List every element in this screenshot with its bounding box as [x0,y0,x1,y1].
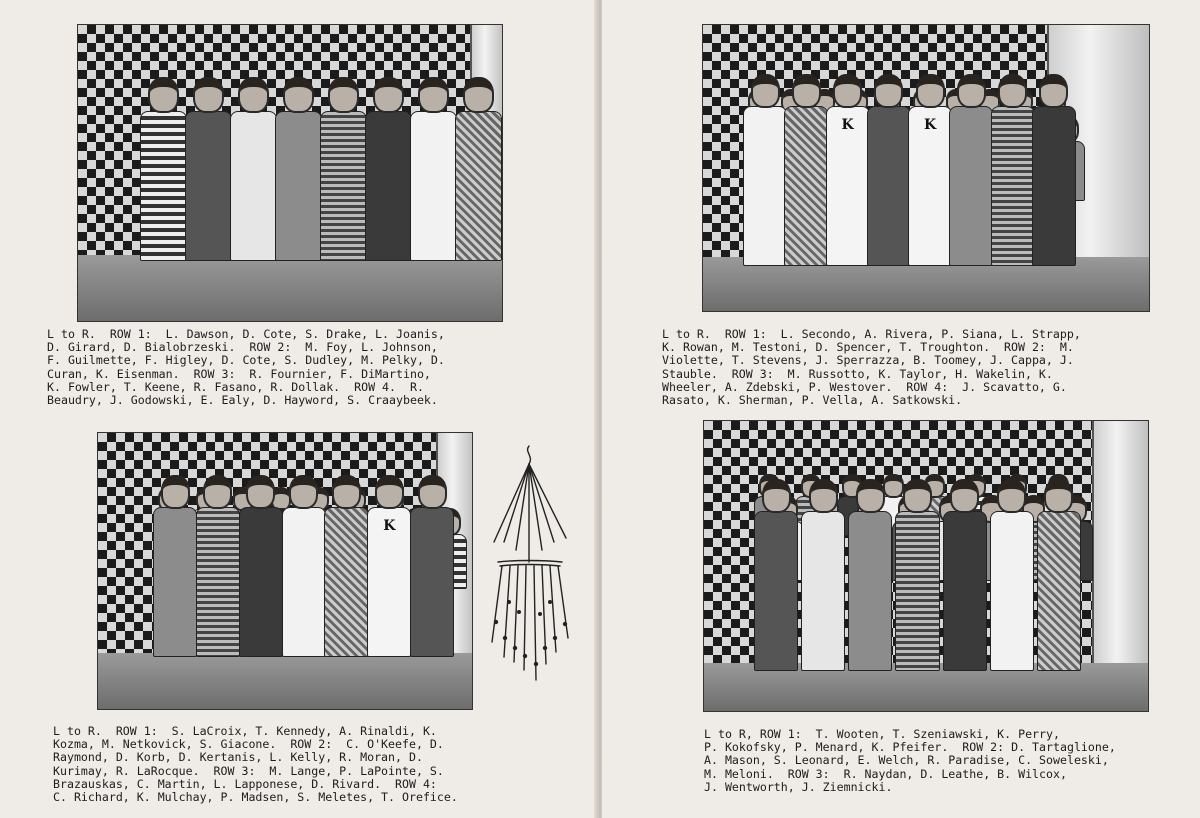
student-figure [365,75,412,321]
student-body [185,111,232,261]
student-head [161,475,190,509]
student-body [455,111,502,261]
student-figure [282,473,326,709]
student-figure [153,473,197,709]
student-body [410,507,454,657]
student-figure [140,75,187,321]
student-body [230,111,277,261]
student-figure [895,477,939,711]
student-head [997,479,1026,513]
student-body [324,507,368,657]
student-figure [784,72,828,311]
student-body [949,106,993,266]
student-head [148,77,179,113]
student-body [908,106,952,266]
student-figure [943,477,987,711]
student-figure [367,473,411,709]
student-head [193,77,224,113]
student-body [367,507,411,657]
student-head [950,479,979,513]
student-figure [324,473,368,709]
student-body [895,511,939,671]
student-head [332,475,361,509]
student-figure [908,72,952,311]
sweater-letter: K [924,117,937,133]
student-head [957,74,986,108]
student-head [418,77,449,113]
student-body [1037,511,1081,671]
student-head [238,77,269,113]
student-head [874,74,903,108]
student-figure [320,75,367,321]
sweater-letter: K [841,117,854,133]
student-figure [196,473,240,709]
student-head [1039,74,1068,108]
student-figure [1032,72,1076,311]
student-head [809,479,838,513]
student-figure [848,477,892,711]
student-figure [949,72,993,311]
student-body [1032,106,1076,266]
class-photo-4 [703,420,1149,712]
student-body [410,111,457,261]
student-head [792,74,821,108]
student-figure [230,75,277,321]
student-head [833,74,862,108]
student-figure [455,75,502,321]
student-body [743,106,787,266]
right-page [602,0,1200,818]
student-head [418,475,447,509]
student-figure [801,477,845,711]
student-head [289,475,318,509]
student-figure [743,72,787,311]
student-body [826,106,870,266]
student-figure [826,72,870,311]
student-body [801,511,845,671]
left-page [0,0,598,818]
student-body [196,507,240,657]
student-head [916,74,945,108]
class-photo-3 [702,24,1150,312]
student-body [140,111,187,261]
student-figure [1037,477,1081,711]
student-body [365,111,412,261]
student-head [373,77,404,113]
student-body [275,111,322,261]
student-head [856,479,885,513]
student-body [990,511,1034,671]
broom-illustration [484,442,574,686]
student-figure [867,72,911,311]
student-figure [991,72,1035,311]
student-figure [239,473,283,709]
student-body [282,507,326,657]
student-body [991,106,1035,266]
student-head [283,77,314,113]
student-head [903,479,932,513]
student-body [320,111,367,261]
student-head [1044,479,1073,513]
student-body [153,507,197,657]
student-figure [185,75,232,321]
student-figure [990,477,1034,711]
student-body [943,511,987,671]
student-head [246,475,275,509]
student-head [463,77,494,113]
student-figure [410,75,457,321]
student-body [754,511,798,671]
student-figure [410,473,454,709]
student-body [867,106,911,266]
photo-2-caption: L to R. ROW 1: S. LaCroix, T. Kennedy, A. Rinaldi, K. Kozma, M. Netkovick, S. Giacone. ROW 2: C. O'Keefe, D. Raymond, D. Korb, D. Kertanis, L. Kelly, R. Moran, D. Kurimay, R. LaRocque. ROW 3: M. Lange, P. LaPointe, S. Brazauskas, C. Martin, L. Lapponese, D. Rivard. ROW 4: C. Richard, K. Mulchay, P. Madsen, S. Meletes, T. Orefice. [53,724,458,805]
student-figure [754,477,798,711]
photo-1-caption: L to R. ROW 1: L. Dawson, D. Cote, S. Drake, L. Joanis, D. Girard, D. Bialobrzeski. ROW 2: M. Foy, L. Johnson, F. Guilmette, F. Higley, D. Cote, S. Dudley, M. Pelky, D. Curan, K. Eisenman. ROW 3: R. Fournier, F. DiMartino, K. Fowler, T. Keene, R. Fasano, R. Dollak. ROW 4. R. Beaudry, J. Godowski, E. Ealy, D. Hayword, S. Craaybeek. [47,327,445,408]
student-body [784,106,828,266]
student-head [751,74,780,108]
student-body [848,511,892,671]
student-head [375,475,404,509]
photo-3-caption: L to R. ROW 1: L. Secondo, A. Rivera, P. Siana, L. Strapp, K. Rowan, M. Testoni, D. Spencer, T. Troughton. ROW 2: M. Violette, T. Stevens, J. Sperrazza, B. Toomey, J. Cappa, J. Stauble. ROW 3: M. Russotto, K. Taylor, H. Wakelin, K. Wheeler, A. Zdebski, P. Westover. ROW 4: J. Scavatto, G. Rasato, K. Sherman, P. Vella, A. Satkowski. [662,327,1081,408]
photo-4-caption: L to R, ROW 1: T. Wooten, T. Szeniawski, K. Perry, P. Kokofsky, P. Menard, K. Pfeifer. ROW 2: D. Tartaglione, A. Mason, S. Leonard, E. Welch, R. Paradise, C. Soweleski, M. Meloni. ROW 3: R. Naydan, D. Leathe, B. Wilcox, J. Wentworth, J. Ziemnicki. [704,727,1116,794]
class-photo-1 [77,24,503,322]
student-head [328,77,359,113]
class-photo-2 [97,432,473,710]
sweater-letter: K [383,518,396,534]
student-head [998,74,1027,108]
student-head [203,475,232,509]
student-body [239,507,283,657]
student-figure [275,75,322,321]
student-head [762,479,791,513]
